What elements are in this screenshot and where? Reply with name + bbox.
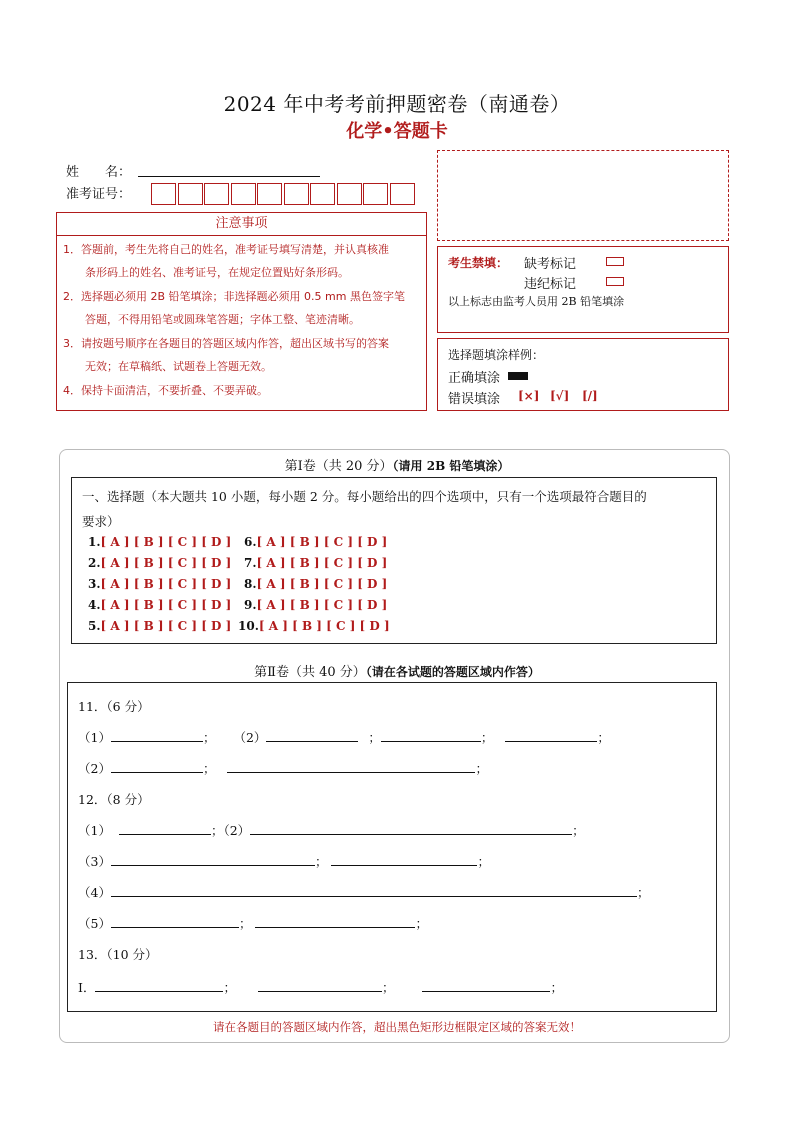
exam-id-label: 准考证号： [66, 187, 132, 202]
q13-1c-blank[interactable] [422, 979, 550, 992]
q13-1b-blank[interactable] [258, 979, 382, 992]
q12-2-blank[interactable] [250, 822, 572, 835]
violation-label: 违纪标记 [524, 277, 577, 292]
choice-question-6[interactable]: 6.[ A ] [ B ] [ C ] [ D ] [244, 535, 388, 549]
q12-1-blank[interactable] [119, 822, 211, 835]
wrong-fill-label: 错误填涂 [448, 392, 501, 407]
absent-label: 缺考标记 [524, 257, 577, 272]
forbidden-label: 考生禁填： [448, 256, 509, 270]
written-answer-area [67, 682, 717, 1012]
part1-heading [0, 455, 794, 474]
q12-5a-blank[interactable] [111, 915, 239, 928]
forbidden-box [437, 246, 729, 333]
q11-2e-blank[interactable] [227, 760, 475, 773]
wrong-mark-cross: [×] [518, 389, 540, 403]
part2-note: （请在各试题的答题区域内作答） [365, 665, 540, 679]
violation-mark-box[interactable] [606, 277, 624, 286]
choice-intro-1: 一、选择题（本大题共 10 小题，每小题 2 分。每小题给出的四个选项中，只有一个选项最符合题目的 [82, 489, 647, 504]
correct-fill-label: 正确填涂 [448, 371, 501, 386]
choice-question-3[interactable]: 3.[ A ] [ B ] [ C ] [ D ] [88, 577, 232, 591]
correct-fill-mark [508, 372, 528, 380]
name-label: 姓 名： [66, 165, 132, 180]
choice-question-8[interactable]: 8.[ A ] [ B ] [ C ] [ D ] [244, 577, 388, 591]
choice-question-10[interactable]: 10.[ A ] [ B ] [ C ] [ D ] [238, 619, 390, 633]
choice-question-9[interactable]: 9.[ A ] [ B ] [ C ] [ D ] [244, 598, 388, 612]
notice-item-2b: 答题，不得用铅笔或圆珠笔答题；字体工整、笔迹清晰。 [63, 313, 360, 326]
notice-box [56, 212, 427, 411]
q11-1-blank[interactable] [111, 729, 203, 742]
barcode-area [437, 150, 729, 241]
q12-row-4: （4） ； [78, 885, 650, 900]
choice-question-1[interactable]: 1.[ A ] [ B ] [ C ] [ D ] [88, 535, 232, 549]
q12-4-blank[interactable] [111, 884, 637, 897]
q11-2d-blank[interactable] [111, 760, 203, 773]
forbidden-note: 以上标志由监考人员用 2B 铅笔填涂 [448, 295, 625, 308]
notice-item-1a: 1．答题前，考生先将自己的姓名，准考证号填写清楚，并认真核准 [63, 243, 389, 256]
notice-item-2a: 2．选择题必须用 2B 铅笔填涂；非选择题必须用 0.5 mm 黑色签字笔 [63, 290, 405, 303]
q13-row-1: Ⅰ． ； ； ； [78, 980, 563, 995]
q11-2c-blank[interactable] [505, 729, 597, 742]
q11-row-1: （1） ； （2） ； ； ； [78, 730, 610, 745]
q12-row-1: （1） ；（2） ； [78, 823, 585, 838]
part2-heading [0, 661, 794, 680]
exam-id-boxes[interactable] [151, 183, 416, 205]
notice-item-1b: 条形码上的姓名、准考证号，在规定位置贴好条形码。 [63, 266, 349, 279]
q12-row-3: （3） ； ； [78, 854, 490, 869]
q11-2b-blank[interactable] [381, 729, 481, 742]
q12-5b-blank[interactable] [255, 915, 415, 928]
q13-heading: 13．（10 分） [78, 947, 158, 962]
part2-title: 第Ⅱ卷（共 40 分） [254, 665, 366, 680]
part1-note: （请用 2B 铅笔填涂） [392, 459, 510, 473]
choice-question-4[interactable]: 4.[ A ] [ B ] [ C ] [ D ] [88, 598, 232, 612]
notice-heading: 注意事项 [57, 213, 426, 236]
q11-heading: 11．（6 分） [78, 699, 150, 714]
q12-row-5: （5） ； ； [78, 916, 428, 931]
choice-area [71, 477, 717, 644]
choice-intro-2: 要求） [82, 514, 120, 529]
notice-item-3a: 3．请按题号顺序在各题目的答题区域内作答，超出区域书写的答案 [63, 337, 389, 350]
q12-3b-blank[interactable] [331, 853, 477, 866]
footer-warning: 请在各题目的答题区域内作答，超出黑色矩形边框限定区域的答案无效！ [213, 1020, 581, 1034]
name-field[interactable] [138, 176, 320, 177]
part1-title: 第Ⅰ卷（共 20 分） [284, 459, 393, 474]
q13-1a-blank[interactable] [95, 979, 223, 992]
choice-question-5[interactable]: 5.[ A ] [ B ] [ C ] [ D ] [88, 619, 232, 633]
q12-3a-blank[interactable] [111, 853, 315, 866]
q11-row-2: （2） ； ； [78, 761, 488, 776]
choice-question-2[interactable]: 2.[ A ] [ B ] [ C ] [ D ] [88, 556, 232, 570]
fill-example-box [437, 338, 729, 411]
q11-2a-blank[interactable] [266, 729, 358, 742]
notice-item-3b: 无效；在草稿纸、试题卷上答题无效。 [63, 360, 272, 373]
wrong-mark-check: [√] [550, 389, 570, 403]
notice-item-4: 4．保持卡面清洁，不要折叠、不要弄破。 [63, 384, 268, 397]
choice-question-7[interactable]: 7.[ A ] [ B ] [ C ] [ D ] [244, 556, 388, 570]
absent-mark-box[interactable] [606, 257, 624, 266]
page-title: 2024 年中考考前押题密卷（南通卷） [223, 92, 571, 116]
fill-example-heading: 选择题填涂样例： [448, 348, 545, 362]
q12-heading: 12．（8 分） [78, 792, 150, 807]
wrong-mark-slash: [/] [582, 389, 598, 403]
page-subtitle: 化学•答题卡 [346, 121, 448, 142]
